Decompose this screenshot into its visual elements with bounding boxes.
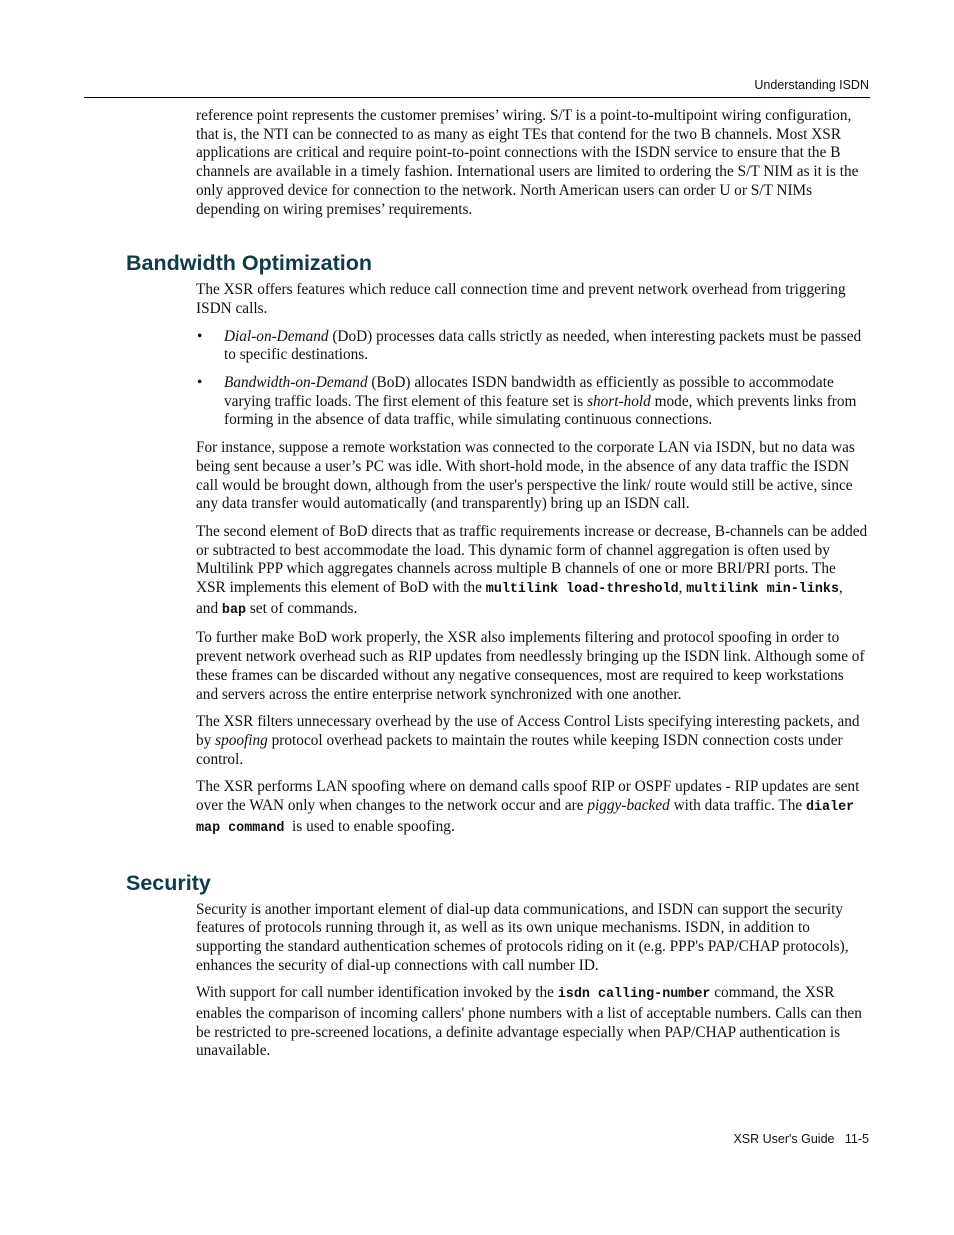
filters-text-end: protocol overhead packets to maintain the routes while keeping ISDN connection costs under control. [196,731,843,768]
running-footer [733,1132,869,1146]
list-item-dod [196,328,868,365]
intro-paragraph: reference point represents the customer premises’ wiring. S/T is a point-to-multipoint wiring configuration, that is, the NTI can be connected to as many as eight TEs that contend for the two B channels. Most XSR applications are critical and require point-to-point connections with the ISDN service to ensure that the B channels are available in a timely fashion. International users are limited to ordering the S/T NIM as it is the only approved device for connection to the network. North American users can order U or S/T NIMs depending on wiring premises’ requirements. [196,107,859,218]
term-spoofing: spoofing [215,731,268,749]
bullet-icon: • [197,327,203,345]
footer-page-number: 11-5 [844,1132,869,1146]
bod-description-end: mode, which prevents links from forming in the absence of data traffic, while simulating continuous connections. [224,392,857,429]
second-element-end: set of commands. [246,599,358,617]
header-rule [84,97,870,98]
second-element-paragraph [196,523,868,621]
lan-spoofing-paragraph [196,778,868,838]
term-piggy-backed: piggy-backed [587,797,670,815]
list-item-bod [196,374,868,430]
term-short-hold: short-hold [587,392,651,410]
second-element-text: The second element of BoD directs that as traffic requirements increase or decrease, B-channels can be added or subtracted to best accommodate the load. This dynamic form of channel aggregation is often used by Multilink PPP which aggregates channels across multiple B channels of one or more BRI/PRI ports. The XSR implements this element of BoD with the [196,522,868,597]
security-heading: Security [126,870,211,895]
separator: , and [196,579,843,617]
further-bod-paragraph: To further make BoD work properly, the XSR also implements filtering and protocol spoofing in order to prevent network overhead such as RIP updates from needlessly bringing up the ISDN link. Although some of these frames can be discarded without any negative consequences, most are required to keep workstations and servers across the entire enterprise network synchronized with one another. [196,629,865,703]
footer-guide-title: XSR User's Guide [733,1132,835,1146]
filters-text-start: The XSR filters unnecessary overhead by the use of Access Control Lists specifying interesting packets, and by [196,713,860,749]
separator: , [678,579,687,597]
cmd-multilink-load-threshold: multilink load-threshold [485,582,679,598]
security-text-end: command, the XSR enables the comparison of incoming callers' phone numbers with a list of acceptable numbers. Calls can then be restricted to pre-screened locations, a definite advantage especially when PAP/CHAP authentication is unavailable. [196,984,862,1060]
bandwidth-optimization-heading: Bandwidth Optimization [126,251,373,276]
security-paragraph-2 [196,984,868,1061]
security-text-start: With support for call number identification invoked by the [196,984,558,1002]
bod-description-start: (BoD) allocates ISDN bandwidth as efficiently as possible to accommodate varying traffic loads. The first element of this feature set is [224,374,834,410]
dod-description: (DoD) processes data calls strictly as needed, when interesting packets must be passed to specific destinations. [224,327,862,364]
instance-paragraph: For instance, suppose a remote workstation was connected to the corporate LAN via ISDN, but no data was being sent because a user’s PC was idle. With short-hold mode, in the absence of any data traffic the ISDN call would be brought down, although from the user's perspective the link/ route would still be active, since any data transfer would automatically (and transparently) bring up an ISDN call. [196,439,855,513]
cmd-bap: bap [221,602,247,618]
lan-text-middle: with data traffic. The [669,797,806,815]
cmd-multilink-min-links: multilink min-links [686,582,839,598]
security-paragraph-1: Security is another important element of dial-up data communications, and ISDN can support the security features of protocols running through it, as well as its own unique mechanisms. ISDN, in addition to supporting the standard authentication schemes of protocols riding on it (e.g. PPP's PAP/CHAP protocols), enhances the security of dial-up connections with call number ID. [196,900,849,974]
running-header: Understanding ISDN [754,78,869,92]
bullet-icon: • [197,374,203,392]
bandwidth-intro: The XSR offers features which reduce call connection time and prevent network overhead from triggering ISDN calls. [196,281,846,317]
lan-text-end: is used to enable spoofing. [284,817,455,835]
cmd-isdn-calling-number: isdn calling-number [557,987,711,1003]
term-dial-on-demand: Dial-on-Demand [224,327,329,345]
filters-paragraph [196,713,868,769]
feature-list [196,328,868,431]
lan-text-start: The XSR performs LAN spoofing where on demand calls spoof RIP or OSPF updates - RIP updates are sent over the WAN only when changes to the network occur and are [196,778,860,815]
term-bandwidth-on-demand: Bandwidth-on-Demand [224,374,368,392]
cmd-dialer-map: dialer map command [196,800,855,836]
page-body [126,107,868,1070]
